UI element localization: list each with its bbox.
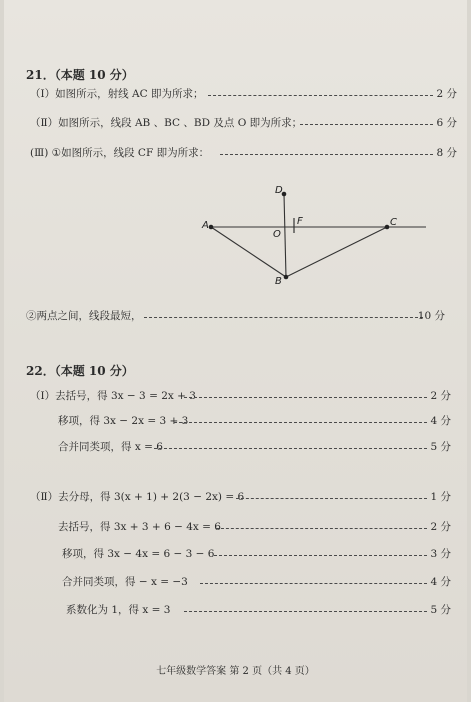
- q21-part3b-line: [4, 308, 467, 324]
- q21-part2-points: 6 分: [436, 117, 457, 129]
- q22-step-points: 5 分: [430, 441, 451, 453]
- dotted-leader: [236, 498, 427, 499]
- answer-sheet-page: [4, 0, 467, 702]
- dotted-leader: [300, 124, 433, 125]
- q21-part1-points: 2 分: [436, 88, 457, 100]
- q22-part1-line-3: [4, 439, 467, 455]
- q22-step-text: 合并同类项，得 x = 6: [58, 441, 163, 453]
- q22-step-points: 5 分: [430, 604, 451, 616]
- dotted-leader: [208, 95, 433, 96]
- segment-bd: [284, 194, 286, 277]
- q21-part1-line: [4, 86, 467, 102]
- page-footer: 七年级数学答案 第 2 页（共 4 页）: [156, 666, 315, 677]
- q22-part2-line-3: [4, 546, 467, 562]
- q21-part3-line: [4, 145, 467, 161]
- question-21-title: 21．（本题 10 分）: [26, 68, 134, 82]
- segment-bc: [286, 227, 387, 277]
- dotted-leader: [144, 317, 423, 318]
- q21-part3b-points: 10 分: [417, 310, 445, 322]
- label-f: F: [297, 216, 303, 227]
- q21-part3-text: (Ⅲ) ①如图所示，线段 CF 即为所求：: [30, 147, 210, 159]
- q22-step-text: 移项，得 3x − 4x = 6 − 3 − 6: [62, 548, 215, 560]
- dotted-leader: [214, 555, 427, 556]
- point-a: [209, 225, 214, 230]
- dotted-leader: [154, 448, 427, 449]
- q22-step-points: 4 分: [430, 576, 451, 588]
- q22-step-text: 合并同类项，得 − x = −3: [62, 576, 188, 588]
- q22-part2-line-4: [4, 574, 467, 590]
- dotted-leader: [184, 397, 427, 398]
- q22-step-text: 去括号，得 3x + 3 + 6 − 4x = 6: [58, 521, 221, 533]
- dotted-leader: [220, 154, 433, 155]
- q22-step-points: 2 分: [430, 390, 451, 402]
- q22-step-text: （Ⅰ）去括号，得 3x − 3 = 2x + 3: [30, 390, 196, 402]
- label-d: D: [275, 185, 283, 196]
- q22-part2-line-5: [4, 602, 467, 618]
- dotted-leader: [216, 528, 427, 529]
- q22-step-points: 4 分: [430, 415, 451, 427]
- dotted-leader: [174, 422, 427, 423]
- q22-part1-line-2: [4, 413, 467, 429]
- q22-step-points: 1 分: [430, 491, 451, 503]
- question-22-title: 22．（本题 10 分）: [26, 364, 134, 378]
- q22-part1-line-1: [4, 388, 467, 404]
- geometry-diagram: [194, 180, 434, 290]
- q22-part2-line-2: [4, 519, 467, 535]
- q21-part1-text: （Ⅰ）如图所示，射线 AC 即为所求；: [30, 88, 204, 100]
- q22-part2-line-1: [4, 489, 467, 505]
- q21-part3-points: 8 分: [436, 147, 457, 159]
- point-c: [385, 225, 390, 230]
- q21-part3b-text: ②两点之间，线段最短，: [26, 310, 142, 322]
- label-c: C: [390, 217, 397, 228]
- q22-step-points: 2 分: [430, 521, 451, 533]
- dotted-leader: [200, 583, 427, 584]
- q21-part2-line: [4, 115, 467, 131]
- q22-step-text: （Ⅱ）去分母，得 3(x + 1) + 2(3 − 2x) = 6: [30, 491, 245, 503]
- dotted-leader: [184, 611, 427, 612]
- q22-step-text: 系数化为 1，得 x = 3: [66, 604, 171, 616]
- label-b: B: [275, 276, 282, 287]
- q21-part2-text: （Ⅱ）如图所示，线段 AB 、BC 、BD 及点 O 即为所求；: [30, 117, 303, 129]
- point-b: [284, 275, 289, 280]
- q22-step-points: 3 分: [430, 548, 451, 560]
- q22-step-text: 移项，得 3x − 2x = 3 + 3: [58, 415, 189, 427]
- label-o: O: [273, 229, 281, 240]
- label-a: A: [202, 220, 209, 231]
